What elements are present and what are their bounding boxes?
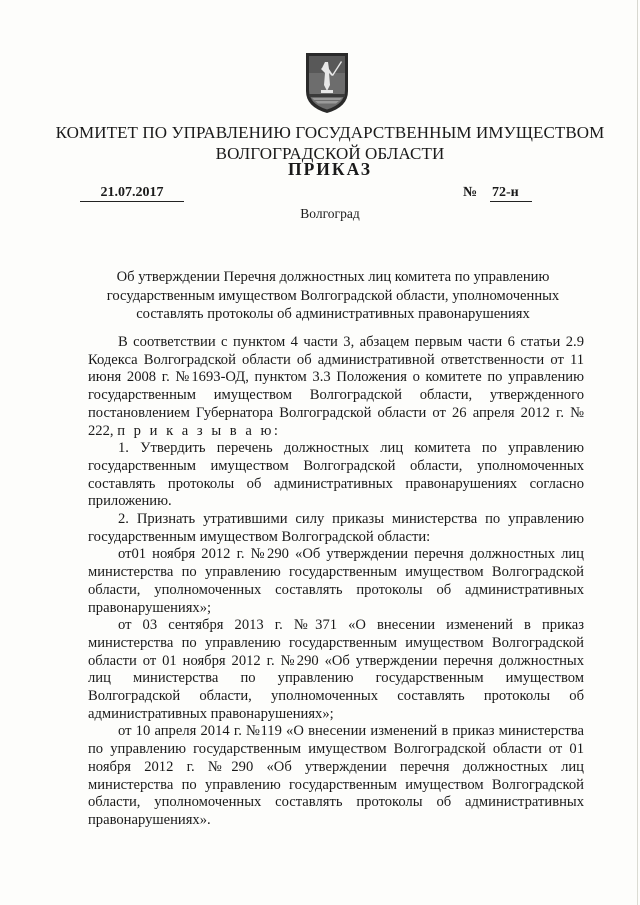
repealed-order-2: от 03 сентября 2013 г. №371 «О внесении изменений в приказ министерства по управлению государственным имуществом Волгоградской области от 01 ноября 2012 г. №290 «Об утверждении перечня должностных лиц министерства по управлению государственным имуществом Волгоградской области, уполномоченных составлять протоколы об административных правонарушениях»;	[88, 617, 584, 722]
document-type: ПРИКАЗ	[287, 159, 373, 179]
orders-word: п р и к а з ы в а ю:	[117, 422, 281, 439]
preamble-text: В соответствии с пунктом 4 части 3, абзацем первым части 6 статьи 2.9 Кодекса Волгоградской области об административной ответственности от 11 июня 2008 г. №1693-ОД, пунктом 3.3 Положения о комитете по управлению государственным имуществом Волгоградской области, утвержденного постановлением Губернатора Волгоградской области от 26 апреля 2012 г. № 222,	[88, 334, 584, 439]
item-2: 2. Признать утратившими силу приказы министерства по управлению государственным имуществом Волгоградской области:	[88, 511, 584, 545]
org-line-1: КОМИТЕТ ПО УПРАВЛЕНИЮ ГОСУДАРСТВЕННЫМ ИМУЩЕСТВОМ	[55, 123, 605, 142]
org-line-2: ВОЛГОГРАДСКОЙ ОБЛАСТИ	[215, 144, 445, 163]
number-label: №	[463, 185, 478, 200]
preamble-paragraph	[88, 334, 584, 440]
subject-line: государственным имуществом Волгоградской области, уполномоченных	[106, 287, 560, 304]
subject-line: составлять протоколы об административных правонарушениях	[136, 306, 530, 322]
item-1: 1. Утвердить перечень должностных лиц комитета по управлению государственным имуществом Волгоградской области, уполномоченных составлять протоколы об административных правонарушениях согласно приложению.	[88, 440, 584, 510]
volgograd-coat-of-arms-icon	[303, 51, 351, 115]
organization-name	[40, 122, 620, 164]
document-body	[88, 334, 584, 830]
repealed-order-3: от 10 апреля 2014 г. №119 «О внесении изменений в приказ министерства по управлению государственным имуществом Волгоградской области от 01 ноября 2012 г. №290 «Об утверждении перечня должностных лиц министерства по управлению государственным имуществом Волгоградской области, уполномоченных составлять протоколы об административных правонарушениях».	[88, 723, 584, 828]
document-number: 72-н	[490, 184, 532, 202]
document-date: 21.07.2017	[80, 184, 184, 202]
document-subject	[88, 268, 578, 324]
city: Волгоград	[300, 206, 360, 221]
subject-line: Об утверждении Перечня должностных лиц комитета по управлению	[116, 269, 550, 285]
page-edge	[637, 0, 638, 905]
repealed-order-1: от01 ноября 2012 г. №290 «Об утверждении перечня должностных лиц министерства по управлению государственным имуществом Волгоградской области, уполномоченных составлять протоколы об административных правонарушениях»;	[88, 546, 584, 616]
